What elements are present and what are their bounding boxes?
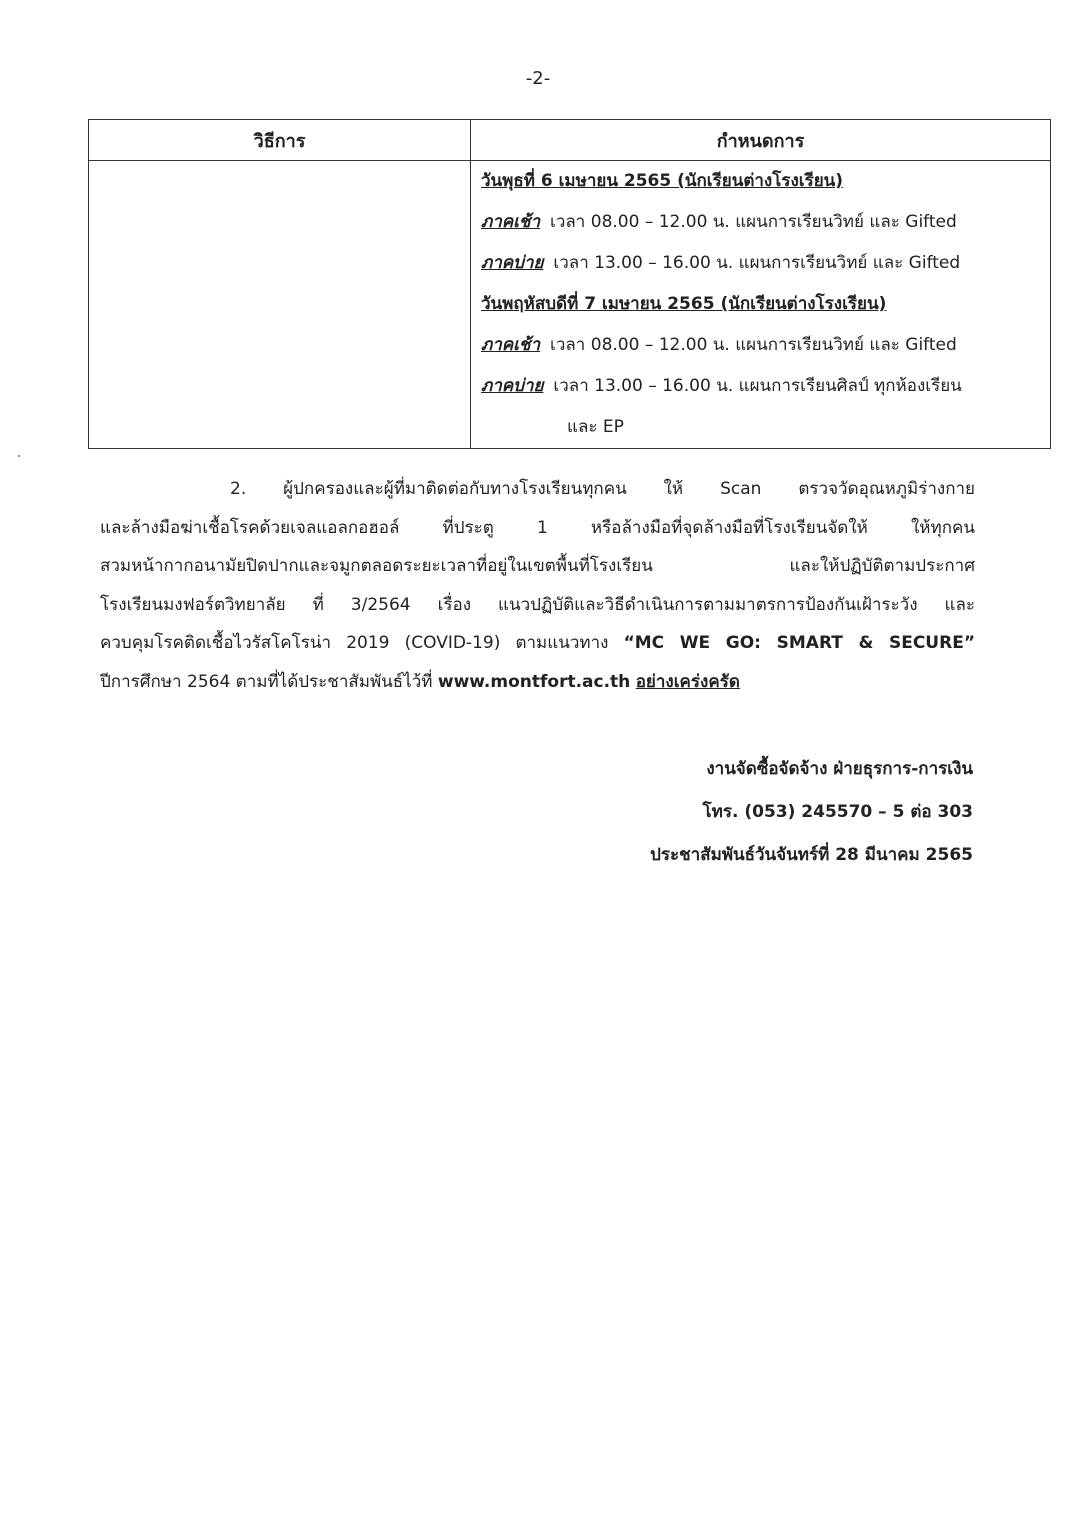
paragraph-line	[100, 624, 975, 663]
signature-block	[650, 748, 973, 877]
session-detail: เวลา 13.00 – 16.00 น. แผนการเรียนศิลป์ ทุกห้องเรียน	[553, 376, 962, 396]
column-header-schedule: กำหนดการ	[471, 120, 1051, 161]
schedule-cell	[471, 161, 1051, 449]
scan-speck	[18, 455, 20, 457]
paragraph-text: ปีการศึกษา 2564 ตามที่ได้ประชาสัมพันธ์ไว้ที่	[100, 671, 438, 692]
session-label-morning: ภาคเช้า	[481, 212, 541, 232]
paragraph-line: สวมหน้ากากอนามัยปิดปากและจมูกตลอดระยะเวลาที่อยู่ในเขตพื้นที่โรงเรียน และให้ปฏิบัติตามประกาศ	[100, 556, 975, 576]
phone-number: โทร. (053) 245570 – 5 ต่อ 303	[702, 802, 973, 822]
column-header-method: วิธีการ	[89, 120, 471, 161]
schedule-line	[471, 284, 1050, 325]
schedule-line	[471, 243, 1050, 284]
schedule-line	[471, 202, 1050, 243]
announcement-date: ประชาสัมพันธ์วันจันทร์ที่ 28 มีนาคม 2565	[650, 845, 973, 865]
instruction-paragraph	[100, 470, 975, 701]
paragraph-line: 2. ผู้ปกครองและผู้ที่มาติดต่อกับทางโรงเรียนทุกคน ให้ Scan ตรวจวัดอุณหภูมิร่างกาย	[230, 479, 975, 499]
schedule-line-continuation: และ EP	[567, 417, 624, 437]
website-link[interactable]: www.montfort.ac.th	[437, 671, 631, 692]
schedule-line	[471, 161, 1050, 202]
session-detail: เวลา 08.00 – 12.00 น. แผนการเรียนวิทย์ และ Gifted	[550, 335, 957, 355]
paragraph-line: และล้างมือฆ่าเชื้อโรคด้วยเจลแอลกอฮอล์ ที่ประตู 1 หรือล้างมือที่จุดล้างมือที่โรงเรียนจัดให้ ให้ทุกคน	[100, 517, 975, 538]
schedule-line	[471, 366, 1050, 407]
table-header-row	[89, 120, 1051, 161]
schedule-date-2: วันพฤหัสบดีที่ 7 เมษายน 2565 (นักเรียนต่างโรงเรียน)	[481, 294, 887, 314]
page-number: -2-	[525, 68, 551, 89]
schedule-date-1: วันพุธที่ 6 เมษายน 2565 (นักเรียนต่างโรงเรียน)	[481, 171, 844, 191]
department-name: งานจัดซื้อจัดจ้าง ฝ่ายธุรการ-การเงิน	[706, 759, 973, 779]
campaign-slogan: “MC WE GO: SMART & SECURE”	[623, 633, 975, 653]
session-detail: เวลา 08.00 – 12.00 น. แผนการเรียนวิทย์ และ Gifted	[550, 212, 957, 232]
table-row	[89, 161, 1051, 449]
emphasis-text: อย่างเคร่งครัด	[635, 671, 740, 692]
schedule-table	[88, 119, 1051, 449]
method-cell	[89, 161, 471, 449]
paragraph-line	[100, 663, 975, 702]
paragraph-text: ควบคุมโรคติดเชื้อไวรัสโคโรน่า 2019 (COVID-19) ตามแนวทาง	[100, 633, 624, 653]
session-detail: เวลา 13.00 – 16.00 น. แผนการเรียนวิทย์ และ Gifted	[553, 253, 961, 273]
session-label-afternoon: ภาคบ่าย	[481, 376, 544, 396]
session-label-morning: ภาคเช้า	[481, 335, 541, 355]
paragraph-line: โรงเรียนมงฟอร์ตวิทยาลัย ที่ 3/2564 เรื่อง แนวปฏิบัติและวิธีดำเนินการตามมาตรการป้องกันเฝ้าระวัง และ	[100, 594, 975, 615]
schedule-line	[471, 325, 1050, 366]
session-label-afternoon: ภาคบ่าย	[481, 253, 544, 273]
